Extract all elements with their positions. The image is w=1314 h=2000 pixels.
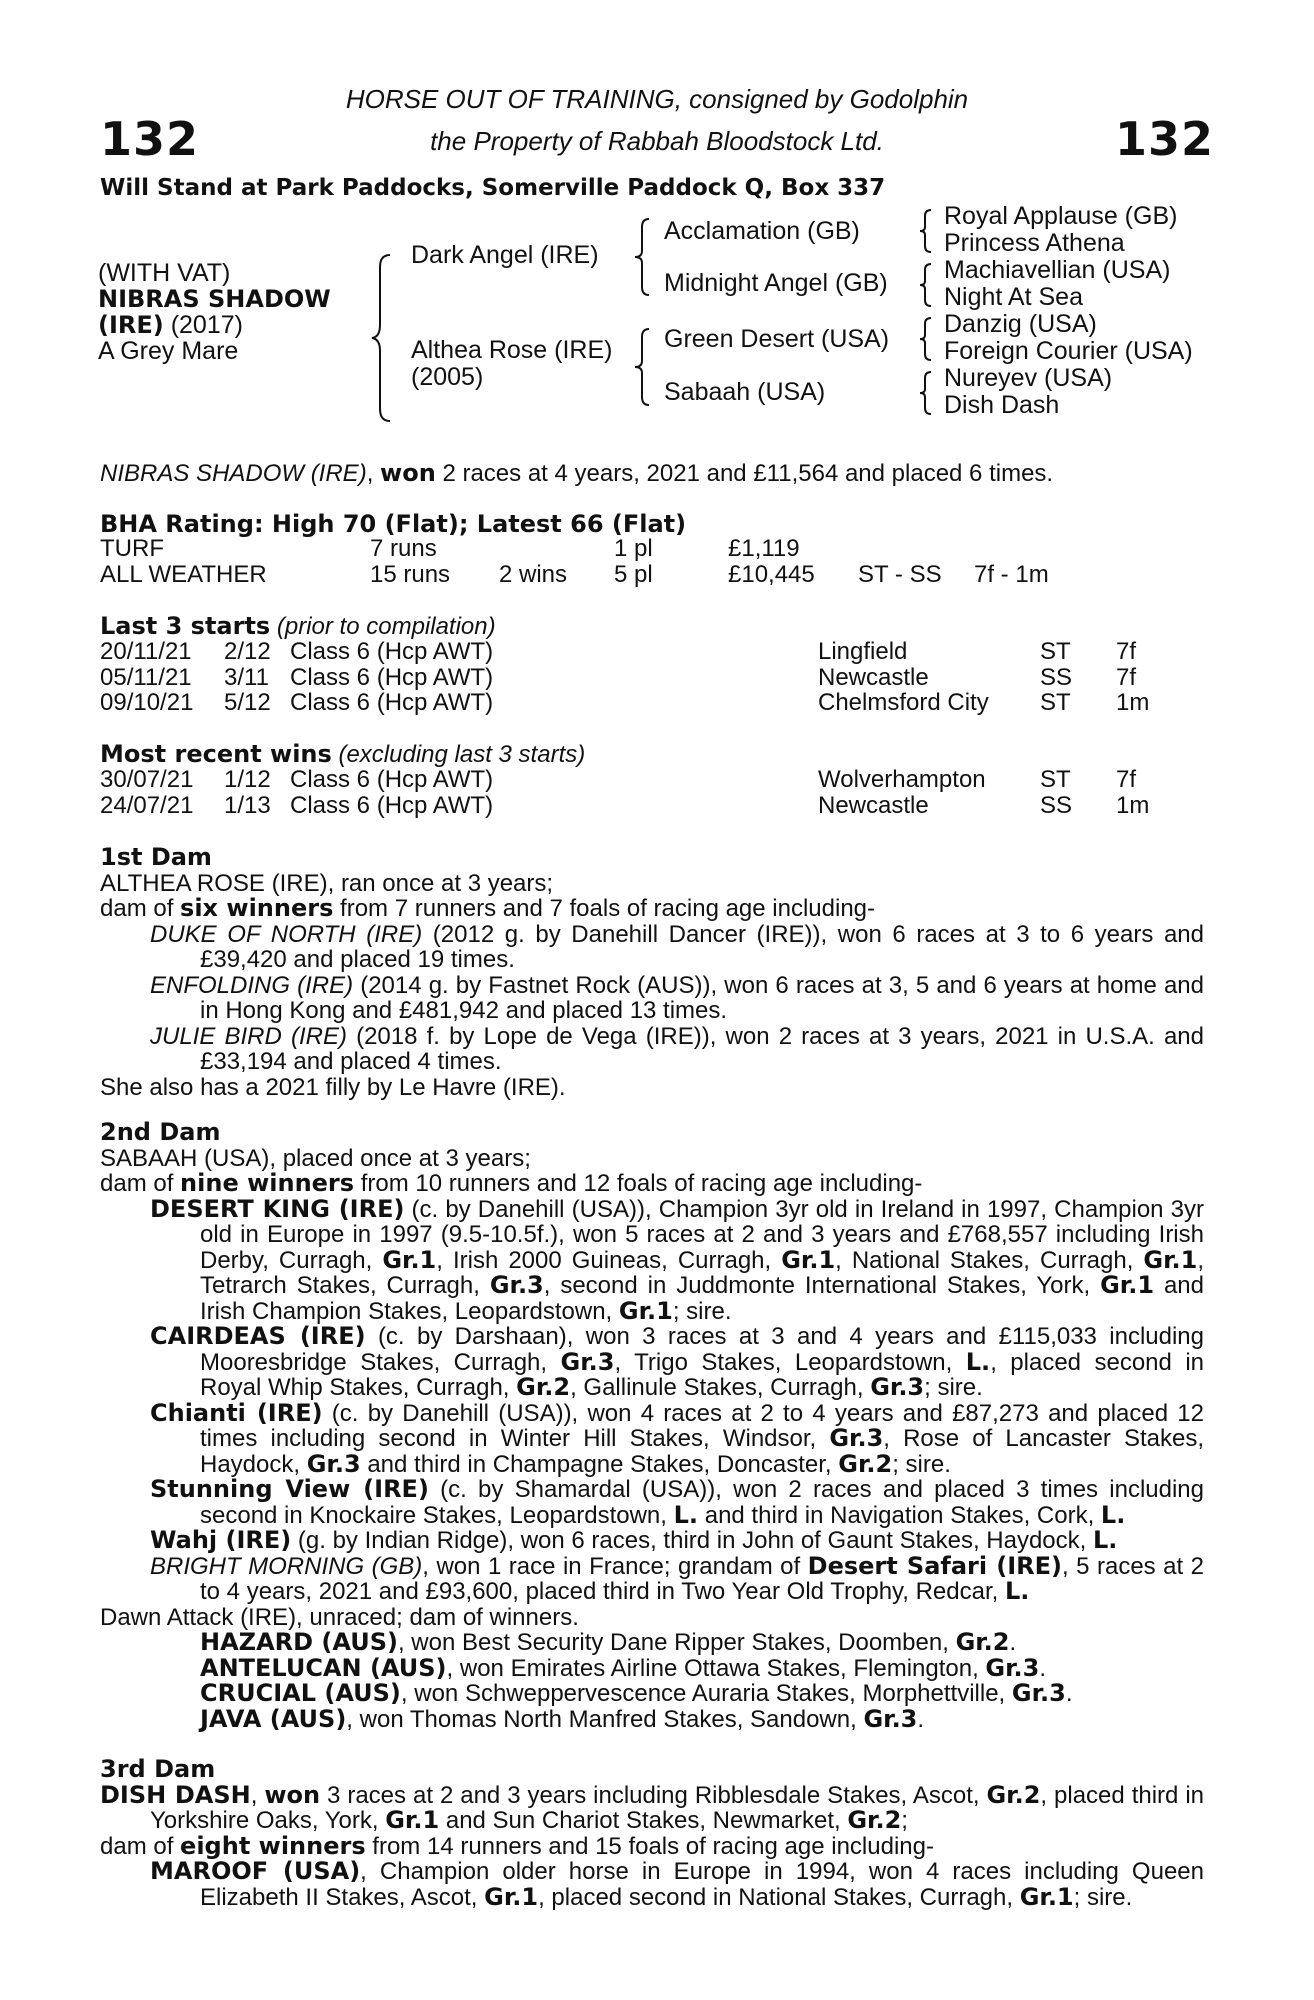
summary-horse: NIBRAS SHADOW (IRE) [100, 460, 367, 487]
start-position: 3/11 [224, 663, 269, 691]
start-course: Chelmsford City [818, 689, 989, 716]
recent-wins-heading [100, 741, 585, 768]
rating-runs: 15 runs [370, 560, 451, 588]
pedigree-brace-main [370, 253, 394, 423]
vat-note: (WITH VAT) [98, 259, 231, 287]
sire: Dark Angel (IRE) [411, 241, 599, 269]
start-class: Class 6 (Hcp AWT) [290, 663, 494, 691]
start-course: Lingfield [818, 638, 908, 665]
start-course: Newcastle [818, 663, 929, 691]
start-distance: 1m [1116, 689, 1150, 716]
win-class: Class 6 (Hcp AWT) [290, 791, 494, 819]
first-dam-section [100, 845, 1204, 1100]
win-position: 1/13 [224, 791, 271, 819]
win-going: ST [1040, 766, 1071, 793]
start-date: 09/10/21 [100, 689, 194, 716]
summary-won: won [380, 459, 436, 487]
rating-runs: 7 runs [370, 535, 437, 562]
start-distance: 7f [1116, 663, 1137, 691]
dd-dam: Dish Dash [944, 391, 1060, 419]
start-going: SS [1040, 663, 1073, 691]
pedigree-brace-ds [918, 316, 934, 362]
start-position: 5/12 [224, 689, 271, 716]
produce-entry: Stunning View (IRE) (c. by Shamardal (USA)), won 2 races and placed 3 times including second in Knockaire Stakes, Leopardstown, L. and third in Navigation Stakes, Cork, L. [150, 1475, 1204, 1529]
ss-sire: Royal Applause (GB) [944, 202, 1178, 230]
recent-wins-title: Most recent wins [100, 740, 332, 768]
lot-number-left: 132 [100, 112, 200, 166]
first-dam-title: 1st Dam [100, 843, 212, 871]
last3-note: (prior to compilation) [270, 613, 496, 640]
win-class: Class 6 (Hcp AWT) [290, 766, 494, 793]
property-line: the Property of Rabbah Bloodstock Ltd. [430, 126, 884, 156]
produce-entry: Wahj (IRE) (g. by Indian Ridge), won 6 races, third in John of Gaunt Stakes, Haydock, L. [150, 1526, 1118, 1554]
horse-country: (IRE) [98, 311, 164, 339]
last3-title: Last 3 starts [100, 612, 271, 640]
rating-surface: ALL WEATHER [100, 560, 267, 588]
rating-placed: 5 pl [614, 560, 653, 588]
produce-entry: DUKE OF NORTH (IRE) (2012 g. by Danehill Dancer (IRE)), won 6 races at 3 to 6 years and £39,420 and placed 19 times. [150, 920, 1204, 973]
first-dam-produce: dam of six winners from 7 runners and 7 foals of racing age including- [100, 894, 876, 922]
start-distance: 7f [1116, 638, 1137, 665]
pedigree-brace-dam [633, 327, 653, 407]
pedigree-brace-sd [918, 262, 934, 308]
pedigree-table [0, 202, 1314, 425]
horse-name: NIBRAS SHADOW [98, 285, 331, 313]
third-dam-title: 3rd Dam [100, 1755, 216, 1783]
produce-entry: MAROOF (USA), Champion older horse in Europe in 1994, won 4 races including Queen Elizabeth II Stakes, Ascot, Gr.1, placed second in National Stakes, Curragh, Gr.1; sire. [150, 1857, 1204, 1911]
win-course: Wolverhampton [818, 766, 986, 793]
sire-dam: Midnight Angel (GB) [664, 269, 888, 297]
rating-table [100, 536, 1204, 588]
horse-origin-year [98, 312, 243, 339]
start-position: 2/12 [224, 638, 271, 665]
last3-table [100, 639, 1204, 717]
produce-entry: JULIE BIRD (IRE) (2018 f. by Lope de Vega (IRE)), won 2 races at 3 years, 2021 in U.S.A. and £33,194 and placed 4 times. [150, 1022, 1204, 1075]
rating-distance: 7f - 1m [974, 560, 1049, 588]
pedigree-brace-ss [918, 208, 934, 254]
rating-going: ST - SS [858, 560, 942, 588]
recent-wins-note: (excluding last 3 starts) [331, 741, 586, 768]
rating-placed: 1 pl [614, 535, 653, 562]
start-class: Class 6 (Hcp AWT) [290, 638, 494, 665]
sire-sire: Acclamation (GB) [664, 217, 860, 245]
bha-rating: BHA Rating: High 70 (Flat); Latest 66 (Flat) [100, 510, 687, 538]
third-dam-section [100, 1757, 1204, 1910]
horse-year: (2017) [163, 311, 243, 339]
rating-prize: £1,119 [728, 535, 800, 562]
sd-dam: Night At Sea [944, 283, 1083, 311]
rating-prize: £10,445 [728, 560, 815, 588]
dam-sire: Green Desert (USA) [664, 325, 890, 353]
start-going: ST [1040, 638, 1071, 665]
third-dam-produce: dam of eight winners from 14 runners and 15 foals of racing age including- [100, 1831, 934, 1860]
produce-entry: BRIGHT MORNING (GB), won 1 race in France; grandam of Desert Safari (IRE), 5 races at 2 to 4 years, 2021 and £93,600, placed third in Two Year Old Trophy, Redcar, L. [150, 1551, 1205, 1605]
second-dam-section [100, 1120, 1204, 1732]
rating-surface: TURF [100, 535, 164, 562]
sd-sire: Machiavellian (USA) [944, 256, 1171, 284]
grand-produce-entry: ANTELUCAN (AUS), won Emirates Airline Ottawa Stakes, Flemington, Gr.3. [200, 1653, 1047, 1682]
dam: Althea Rose (IRE) [411, 336, 613, 364]
start-class: Class 6 (Hcp AWT) [290, 689, 494, 716]
win-distance: 1m [1116, 791, 1150, 819]
grand-produce-entry: HAZARD (AUS), won Best Security Dane Ripper Stakes, Doomben, Gr.2. [200, 1628, 1017, 1656]
start-going: ST [1040, 689, 1071, 716]
grand-produce-entry: JAVA (AUS), won Thomas North Manfred Stakes, Sandown, Gr.3. [200, 1704, 925, 1733]
third-dam-record: DISH DASH, won 3 races at 2 and 3 years including Ribblesdale Stakes, Ascot, Gr.2, placed third in Yorkshire Oaks, York, Gr.1 and Sun Chariot Stakes, Newmarket, Gr.2; [100, 1780, 1205, 1834]
produce-entry: Dawn Attack (IRE), unraced; dam of winners. [100, 1603, 579, 1631]
summary-text: 2 races at 4 years, 2021 and £11,564 and placed 6 times. [435, 460, 1054, 487]
produce-entry: CAIRDEAS (IRE) (c. by Darshaan), won 3 races at 3 and 4 years and £115,033 including Mooresbridge Stakes, Curragh, Gr.3, Trigo Stakes, Leopardstown, L., placed second in Royal Whip Stakes, Curragh, Gr.2, Gallinule Stakes, Curragh, Gr.3; sire. [150, 1322, 1205, 1401]
start-date: 20/11/21 [100, 638, 192, 665]
consignor-line: HORSE OUT OF TRAINING, consigned by Godolphin [345, 84, 969, 114]
race-summary: NIBRAS SHADOW (IRE), won 2 races at 4 years, 2021 and £11,564 and placed 6 times. [100, 459, 1054, 487]
win-going: SS [1040, 791, 1073, 819]
rating-wins: 2 wins [499, 560, 568, 588]
pedigree-brace-sire [633, 217, 653, 297]
dam-dam: Sabaah (USA) [664, 378, 826, 406]
grand-produce-entry: CRUCIAL (AUS), won Schweppervescence Auraria Stakes, Morphettville, Gr.3. [200, 1679, 1073, 1707]
ds-sire: Danzig (USA) [944, 310, 1097, 338]
win-date: 30/07/21 [100, 766, 194, 793]
ds-dam: Foreign Courier (USA) [944, 337, 1193, 365]
produce-entry: Chianti (IRE) (c. by Danehill (USA)), won 4 races at 2 to 4 years and £87,273 and placed 12 times including second in Winter Hill Stakes, Windsor, Gr.3, Rose of Lancaster Stakes, Haydock, Gr.3 and third in Champagne Stakes, Doncaster, Gr.2; sire. [150, 1398, 1204, 1478]
lot-number-right: 132 [1114, 112, 1214, 166]
win-position: 1/12 [224, 766, 271, 793]
dam-year: (2005) [411, 363, 484, 391]
first-dam-note: She also has a 2021 filly by Le Havre (IRE). [100, 1073, 566, 1101]
last3-heading [100, 613, 496, 640]
pedigree-brace-dd [918, 370, 934, 416]
second-dam-record: SABAAH (USA), placed once at 3 years; [100, 1144, 531, 1172]
win-course: Newcastle [818, 791, 929, 819]
win-distance: 7f [1116, 766, 1137, 793]
first-dam-record: ALTHEA ROSE (IRE), ran once at 3 years; [100, 869, 554, 897]
produce-entry: ENFOLDING (IRE) (2014 g. by Fastnet Rock (AUS)), won 6 races at 3, 5 and 6 years at home and in Hong Kong and £481,942 and placed 13 times. [150, 971, 1204, 1024]
horse-description: A Grey Mare [98, 337, 239, 365]
start-date: 05/11/21 [100, 663, 192, 691]
dd-sire: Nureyev (USA) [944, 364, 1113, 392]
ss-dam: Princess Athena [944, 229, 1125, 257]
win-date: 24/07/21 [100, 791, 194, 819]
second-dam-title: 2nd Dam [100, 1118, 221, 1146]
stand-location: Will Stand at Park Paddocks, Somerville Paddock Q, Box 337 [100, 175, 886, 201]
recent-wins-table [100, 767, 1204, 819]
produce-entry: DESERT KING (IRE) (c. by Danehill (USA)), Champion 3yr old in Ireland in 1997, Champion 3yr old in Europe in 1997 (9.5-10.5f.), won 5 races at 2 and 3 years and £768,557 including Irish Derby, Curragh, Gr.1, Irish 2000 Guineas, Curragh, Gr.1, National Stakes, Curragh, Gr.1, Tetrarch Stakes, Curragh, Gr.3, second in Juddmonte International Stakes, York, Gr.1 and Irish Champion Stakes, Leopardstown, Gr.1; sire. [150, 1194, 1204, 1325]
second-dam-produce: dam of nine winners from 10 runners and 12 foals of racing age including- [100, 1169, 923, 1197]
